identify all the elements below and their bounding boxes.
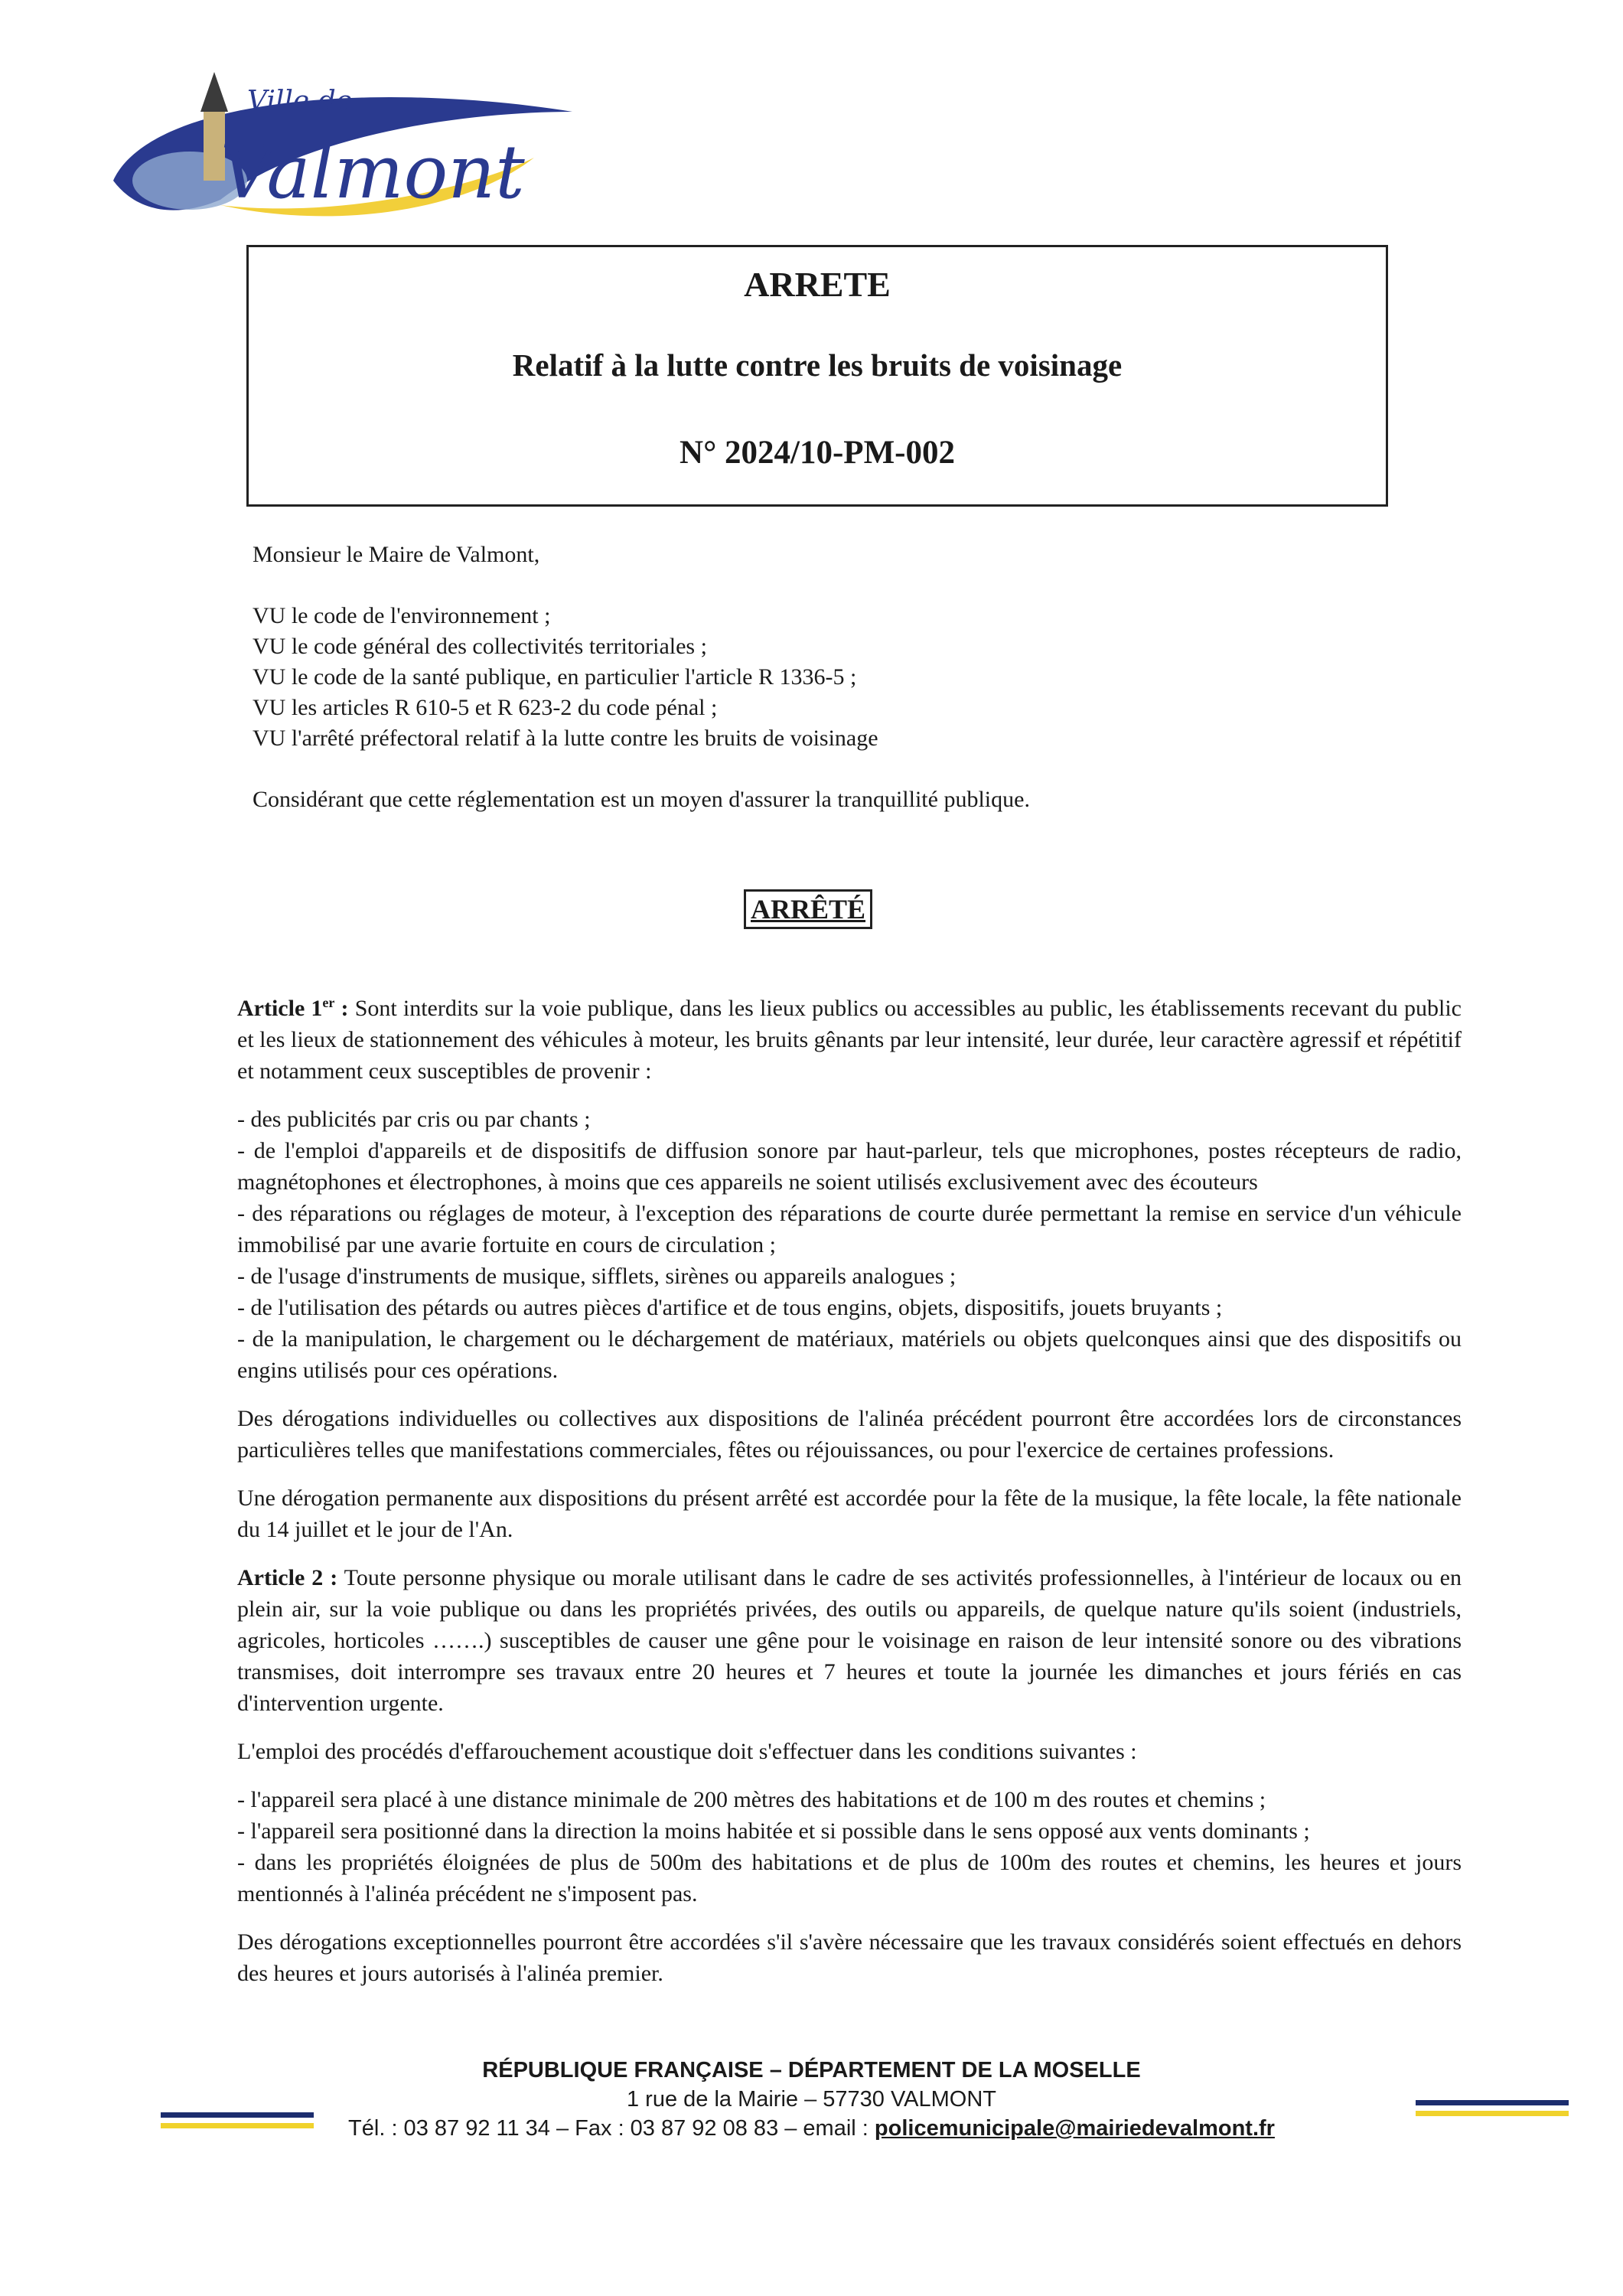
footer-republic: RÉPUBLIQUE FRANÇAISE – DÉPARTEMENT DE LA MOSELLE (482, 2058, 1141, 2082)
title-box (246, 245, 1388, 507)
exceptional-derogations-paragraph: Des dérogations exceptionnelles pourront être accordées s'il s'avère nécessaire que les travaux considérés soient effectués en dehors des heures et jours autorisés à l'alinéa premier. (237, 1929, 1462, 1986)
list-item: - de l'usage d'instruments de musique, sifflets, sirènes ou appareils analogues ; (237, 1264, 957, 1289)
list-item: - des réparations ou réglages de moteur, à l'exception des réparations de courte durée permettant la remise en service d'un véhicule immobilisé par une avarie fortuite en cours de circulation ; (237, 1201, 1462, 1257)
article-2-list (237, 1784, 1462, 1910)
intro-section (253, 540, 1400, 815)
arrete-label: ARRÊTÉ (744, 889, 872, 929)
vu-item: VU le code de l'environnement ; (253, 603, 551, 628)
mayor-line: Monsieur le Maire de Valmont, (253, 542, 540, 567)
article-2-text: Toute personne physique ou morale utilisant dans le cadre de ses activités professionnelles, à l'intérieur de locaux ou en plein air, sur la voie publique ou dans les propriétés privées, des outils ou appareils, de quelque nature qu'ils soient (industriels, agricoles, horticoles …….) susceptibles de causer une gêne pour le voisinage en raison de leur intensité sonore ou des vibrations transmises, doit interrompre ses travaux entre 20 heures et 7 heures et toute la journée les dimanches et jours fériés en cas d'intervention urgente. (237, 1565, 1462, 1716)
footer-phone-fax: Tél. : 03 87 92 11 34 – Fax : 03 87 92 08 83 – email : (348, 2116, 875, 2141)
valmont-logo (106, 66, 580, 234)
list-item: - de l'emploi d'appareils et de dispositifs de diffusion sonore par haut-parleur, tels que microphones, postes récepteurs de radio, magnétophones et électrophones, à moins que ces appareils ne soient utilisés exclusivement avec des écouteurs (237, 1138, 1462, 1195)
footer (0, 2056, 1623, 2143)
logo-top-text: Ville de (247, 86, 353, 117)
vu-item: VU le code général des collectivités territoriales ; (253, 634, 707, 659)
vu-list (253, 601, 1400, 754)
footer-contact (0, 2114, 1623, 2143)
document-subject: Relatif à la lutte contre les bruits de voisinage (512, 347, 1123, 383)
vu-item: VU les articles R 610-5 et R 623-2 du code pénal ; (253, 695, 718, 720)
article-2-paragraph (237, 1562, 1462, 1719)
footer-address: 1 rue de la Mairie – 57730 VALMONT (626, 2087, 997, 2112)
list-item: - l'appareil sera placé à une distance minimale de 200 mètres des habitations et de 100 m des routes et chemins ; (237, 1787, 1266, 1812)
article-1-paragraph (237, 987, 1462, 1087)
footer-email-link[interactable]: policemunicipale@mairiedevalmont.fr (874, 2116, 1275, 2141)
considerant-line: Considérant que cette réglementation est un moyen d'assurer la tranquillité publique. (253, 787, 1030, 812)
list-item: - de l'utilisation des pétards ou autres pièces d'artifice et de tous engins, objets, dispositifs, jouets bruyants ; (237, 1295, 1223, 1320)
vu-item: VU le code de la santé publique, en particulier l'article R 1336-5 ; (253, 664, 857, 690)
article-1-label: Article 1er : (237, 995, 349, 1021)
list-item: - de la manipulation, le chargement ou le déchargement de matériaux, matériels ou objets quelconques ainsi que des dispositifs ou engins utilisés pour ces opérations. (237, 1326, 1462, 1383)
derogations-paragraph: Des dérogations individuelles ou collectives aux dispositions de l'alinéa précédent pourront être accordées lors de circonstances particulières telles que manifestations commerciales, fêtes ou réjouissances, ou pour l'exercice de certaines professions. (237, 1406, 1462, 1463)
article-1-text: Sont interdits sur la voie publique, dans les lieux publics ou accessibles au public, les établissements recevant du public et les lieux de stationnement des véhicules à moteur, les bruits gênants par leur intensité, leur durée, leur caractère agressif et répétitif et notamment ceux susceptibles de provenir : (237, 996, 1462, 1084)
permanent-derogation-paragraph: Une dérogation permanente aux dispositions du présent arrêté est accordée pour la fête de la musique, la fête locale, la fête nationale du 14 juillet et le jour de l'An. (237, 1486, 1462, 1542)
articles-section (237, 987, 1462, 2006)
article-1-list (237, 1104, 1462, 1386)
logo-church-spire (200, 72, 228, 112)
effarouchement-paragraph: L'emploi des procédés d'effarouchement acoustique doit s'effectuer dans les conditions suivantes : (237, 1739, 1137, 1764)
logo-name: Valmont (220, 129, 525, 215)
vu-item: VU l'arrêté préfectoral relatif à la lutte contre les bruits de voisinage (253, 726, 878, 751)
article-2-label: Article 2 : (237, 1565, 338, 1590)
document-number: N° 2024/10-PM-002 (680, 435, 955, 471)
list-item: - dans les propriétés éloignées de plus de 500m des habitations et de plus de 100m des routes et chemins, les heures et jours mentionnés à l'alinéa précédent ne s'imposent pas. (237, 1850, 1462, 1906)
list-item: - des publicités par cris ou par chants ; (237, 1107, 591, 1132)
list-item: - l'appareil sera positionné dans la direction la moins habitée et si possible dans le sens opposé aux vents dominants ; (237, 1818, 1310, 1844)
document-heading: ARRETE (744, 265, 891, 304)
